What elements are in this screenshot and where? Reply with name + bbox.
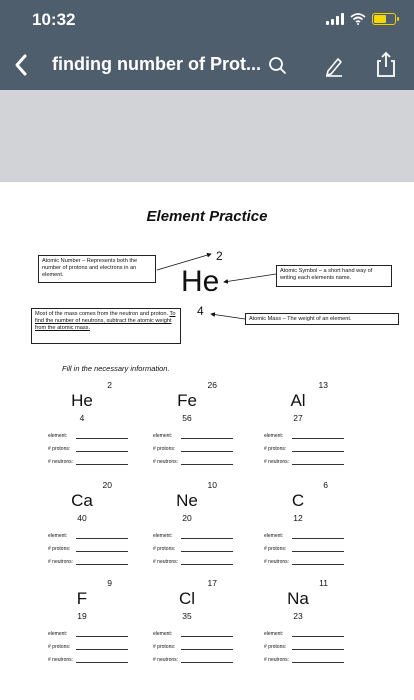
field-protons bbox=[264, 546, 286, 552]
arrow-symbol bbox=[224, 274, 276, 282]
element-symbol: Ca bbox=[71, 491, 93, 510]
instructions: Fill in the necessary information. bbox=[62, 364, 170, 373]
example-atomic-number: 2 bbox=[216, 249, 223, 263]
element-symbol: F bbox=[76, 589, 88, 608]
answer-blank[interactable] bbox=[76, 551, 128, 552]
element-symbol: Cl bbox=[178, 589, 196, 608]
answer-blank[interactable] bbox=[181, 451, 233, 452]
element-card bbox=[153, 480, 261, 590]
field-element bbox=[153, 533, 172, 539]
field-neutrons bbox=[48, 657, 73, 663]
answer-blank[interactable] bbox=[76, 538, 128, 539]
field-label: # protons: bbox=[264, 546, 287, 552]
field-neutrons bbox=[153, 657, 178, 663]
element-symbol: Ne bbox=[176, 491, 198, 510]
atomic-mass-note: Atomic Mass – The weight of an element. bbox=[245, 313, 399, 325]
field-label: element: bbox=[48, 631, 68, 637]
element-atomic-mass: 19 bbox=[77, 611, 87, 621]
answer-blank[interactable] bbox=[181, 464, 233, 465]
share-icon[interactable] bbox=[374, 50, 398, 78]
answer-blank[interactable] bbox=[76, 636, 128, 637]
field-protons bbox=[264, 644, 286, 650]
element-card bbox=[264, 480, 372, 590]
element-atomic-number: 2 bbox=[107, 380, 112, 390]
arrow-atomic-mass bbox=[211, 314, 245, 319]
battery-icon bbox=[372, 13, 396, 25]
field-label: # neutrons: bbox=[48, 459, 74, 465]
field-label: element: bbox=[153, 433, 173, 439]
answer-blank[interactable] bbox=[76, 649, 128, 650]
field-label: # protons: bbox=[48, 446, 71, 452]
answer-blank[interactable] bbox=[292, 538, 344, 539]
field-label: # neutrons: bbox=[48, 657, 74, 663]
field-element bbox=[153, 433, 172, 439]
page-gap bbox=[0, 90, 414, 182]
field-label: # neutrons: bbox=[153, 459, 179, 465]
answer-blank[interactable] bbox=[76, 438, 128, 439]
field-element bbox=[264, 433, 283, 439]
page-title: Element Practice bbox=[146, 208, 268, 225]
element-atomic-number: 6 bbox=[323, 480, 328, 490]
element-atomic-number: 13 bbox=[318, 380, 328, 390]
field-label: # protons: bbox=[153, 644, 176, 650]
field-neutrons bbox=[48, 559, 73, 565]
field-label: # neutrons: bbox=[153, 657, 179, 663]
top-bar bbox=[0, 0, 414, 90]
element-card bbox=[153, 578, 261, 688]
field-protons bbox=[153, 446, 175, 452]
example-atomic-mass: 4 bbox=[197, 304, 204, 318]
element-symbol: Fe bbox=[177, 391, 197, 410]
element-card bbox=[48, 578, 156, 688]
pen-icon[interactable] bbox=[322, 54, 346, 78]
element-atomic-number: 20 bbox=[102, 480, 112, 490]
field-label: # protons: bbox=[264, 446, 287, 452]
answer-blank[interactable] bbox=[292, 464, 344, 465]
answer-blank[interactable] bbox=[292, 451, 344, 452]
field-label: # protons: bbox=[153, 546, 176, 552]
field-label: # protons: bbox=[264, 644, 287, 650]
field-neutrons bbox=[153, 459, 178, 465]
element-atomic-mass: 27 bbox=[293, 413, 303, 423]
element-atomic-number: 9 bbox=[107, 578, 112, 588]
back-button[interactable] bbox=[10, 50, 32, 80]
answer-blank[interactable] bbox=[181, 551, 233, 552]
atomic-number-note: Atomic Number – Represents both the number of protons and electrons in an element. bbox=[38, 255, 156, 283]
field-label: # protons: bbox=[153, 446, 176, 452]
answer-blank[interactable] bbox=[181, 564, 233, 565]
element-atomic-number: 17 bbox=[207, 578, 217, 588]
field-element bbox=[48, 433, 67, 439]
arrow-atomic-number bbox=[157, 254, 211, 270]
answer-blank[interactable] bbox=[181, 538, 233, 539]
answer-blank[interactable] bbox=[292, 649, 344, 650]
answer-blank[interactable] bbox=[292, 636, 344, 637]
answer-blank[interactable] bbox=[292, 551, 344, 552]
element-atomic-number: 10 bbox=[207, 480, 217, 490]
field-label: element: bbox=[153, 631, 173, 637]
field-protons bbox=[48, 644, 70, 650]
element-atomic-mass: 20 bbox=[182, 513, 192, 523]
answer-blank[interactable] bbox=[181, 438, 233, 439]
element-card bbox=[48, 380, 156, 490]
wifi-icon bbox=[350, 13, 366, 25]
field-element bbox=[264, 631, 283, 637]
search-icon[interactable] bbox=[266, 54, 290, 78]
answer-blank[interactable] bbox=[181, 662, 233, 663]
field-protons bbox=[153, 546, 175, 552]
answer-blank[interactable] bbox=[292, 564, 344, 565]
field-label: # neutrons: bbox=[264, 459, 290, 465]
answer-blank[interactable] bbox=[292, 438, 344, 439]
answer-blank[interactable] bbox=[76, 662, 128, 663]
field-protons bbox=[153, 644, 175, 650]
field-label: element: bbox=[264, 631, 284, 637]
field-label: element: bbox=[264, 533, 284, 539]
element-atomic-mass: 40 bbox=[77, 513, 87, 523]
mass-note-underlined: To find the number of neutrons, subtract the atomic weight from the atomic mass. bbox=[35, 311, 176, 331]
field-protons bbox=[264, 446, 286, 452]
element-atomic-mass: 35 bbox=[182, 611, 192, 621]
nav-bar bbox=[0, 46, 414, 86]
diagram-arrows bbox=[0, 242, 414, 332]
element-atomic-mass: 56 bbox=[182, 413, 192, 423]
element-symbol: He bbox=[71, 391, 93, 410]
answer-blank[interactable] bbox=[76, 464, 128, 465]
field-element bbox=[48, 533, 67, 539]
element-card bbox=[48, 480, 156, 590]
mass-note-text: Most of the mass comes from the neutron and proton. bbox=[35, 311, 169, 317]
element-atomic-mass: 12 bbox=[293, 513, 303, 523]
field-element bbox=[153, 631, 172, 637]
field-protons bbox=[48, 546, 70, 552]
field-label: element: bbox=[48, 433, 68, 439]
field-label: # neutrons: bbox=[264, 657, 290, 663]
document-title: finding number of Prot... bbox=[52, 54, 261, 74]
answer-blank[interactable] bbox=[76, 564, 128, 565]
element-atomic-number: 11 bbox=[319, 578, 328, 588]
field-neutrons bbox=[48, 459, 73, 465]
element-card bbox=[264, 578, 372, 688]
element-symbol: Na bbox=[287, 589, 309, 608]
answer-blank[interactable] bbox=[292, 662, 344, 663]
field-element bbox=[264, 533, 283, 539]
element-atomic-mass: 23 bbox=[293, 611, 303, 621]
field-label: element: bbox=[264, 433, 284, 439]
answer-blank[interactable] bbox=[181, 649, 233, 650]
status-time: 10:32 bbox=[32, 10, 76, 29]
field-neutrons bbox=[264, 559, 289, 565]
status-icons bbox=[326, 13, 396, 25]
field-label: # neutrons: bbox=[264, 559, 290, 565]
field-label: # neutrons: bbox=[153, 559, 179, 565]
field-label: element: bbox=[153, 533, 173, 539]
field-label: element: bbox=[48, 533, 68, 539]
field-neutrons bbox=[264, 459, 289, 465]
field-label: # neutrons: bbox=[48, 559, 74, 565]
field-protons bbox=[48, 446, 70, 452]
field-neutrons bbox=[264, 657, 289, 663]
example-symbol: He bbox=[181, 265, 220, 298]
element-symbol: Al bbox=[290, 391, 306, 410]
answer-blank[interactable] bbox=[181, 636, 233, 637]
answer-blank[interactable] bbox=[76, 451, 128, 452]
symbol-note: Atomic Symbol – a short hand way of writing each elements name. bbox=[276, 265, 392, 287]
element-card bbox=[264, 380, 372, 490]
field-label: # protons: bbox=[48, 644, 71, 650]
signal-icon bbox=[326, 13, 344, 25]
document-page bbox=[0, 182, 414, 700]
element-atomic-mass: 4 bbox=[79, 413, 85, 423]
element-card bbox=[153, 380, 261, 490]
element-symbol: C bbox=[291, 491, 305, 510]
element-atomic-number: 26 bbox=[207, 380, 217, 390]
field-element bbox=[48, 631, 67, 637]
field-neutrons bbox=[153, 559, 178, 565]
field-label: # protons: bbox=[48, 546, 71, 552]
